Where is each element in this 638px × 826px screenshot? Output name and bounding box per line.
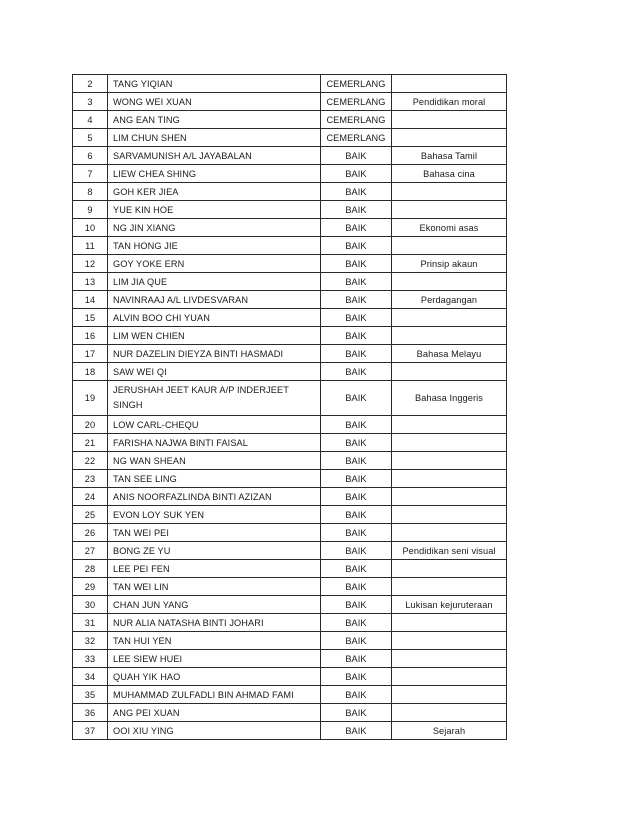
student-name: SARVAMUNISH A/L JAYABALAN	[108, 147, 321, 165]
subject	[392, 273, 507, 291]
grade: BAIK	[321, 327, 392, 345]
subject	[392, 650, 507, 668]
grade: BAIK	[321, 237, 392, 255]
grade: BAIK	[321, 578, 392, 596]
table-row	[73, 686, 507, 704]
student-name: NG WAN SHEAN	[108, 452, 321, 470]
student-name: LEE SIEW HUEI	[108, 650, 321, 668]
subject	[392, 614, 507, 632]
subject	[392, 488, 507, 506]
subject: Prinsip akaun	[392, 255, 507, 273]
student-name: LOW CARL-CHEQU	[108, 416, 321, 434]
row-number: 25	[73, 506, 108, 524]
table-row	[73, 416, 507, 434]
subject	[392, 327, 507, 345]
row-number: 28	[73, 560, 108, 578]
student-name: EVON LOY SUK YEN	[108, 506, 321, 524]
student-name: LEE PEI FEN	[108, 560, 321, 578]
row-number: 17	[73, 345, 108, 363]
row-number: 33	[73, 650, 108, 668]
row-number: 16	[73, 327, 108, 345]
subject	[392, 309, 507, 327]
row-number: 20	[73, 416, 108, 434]
table-row	[73, 381, 507, 416]
grade: CEMERLANG	[321, 75, 392, 93]
table-row	[73, 75, 507, 93]
grade: BAIK	[321, 219, 392, 237]
student-name: QUAH YIK HAO	[108, 668, 321, 686]
student-name: NUR DAZELIN DIEYZA BINTI HASMADI	[108, 345, 321, 363]
grade: BAIK	[321, 452, 392, 470]
row-number: 5	[73, 129, 108, 147]
row-number: 35	[73, 686, 108, 704]
grade: CEMERLANG	[321, 93, 392, 111]
grade: BAIK	[321, 147, 392, 165]
row-number: 18	[73, 363, 108, 381]
subject	[392, 632, 507, 650]
table-row	[73, 93, 507, 111]
grade: CEMERLANG	[321, 111, 392, 129]
row-number: 15	[73, 309, 108, 327]
subject	[392, 75, 507, 93]
table-row	[73, 434, 507, 452]
student-name: ALVIN BOO CHI YUAN	[108, 309, 321, 327]
table-row	[73, 470, 507, 488]
student-name: GOH KER JIEA	[108, 183, 321, 201]
grade: BAIK	[321, 722, 392, 740]
grade: BAIK	[321, 524, 392, 542]
grade: BAIK	[321, 686, 392, 704]
student-name: BONG ZE YU	[108, 542, 321, 560]
table-row	[73, 632, 507, 650]
row-number: 22	[73, 452, 108, 470]
student-name: NAVINRAAJ A/L LIVDESVARAN	[108, 291, 321, 309]
subject	[392, 237, 507, 255]
row-number: 10	[73, 219, 108, 237]
grade: BAIK	[321, 381, 392, 416]
table-row	[73, 219, 507, 237]
row-number: 8	[73, 183, 108, 201]
student-name: NG JIN XIANG	[108, 219, 321, 237]
table-row	[73, 237, 507, 255]
grade: BAIK	[321, 704, 392, 722]
subject: Lukisan kejuruteraan	[392, 596, 507, 614]
subject	[392, 183, 507, 201]
student-name: LIM JIA QUE	[108, 273, 321, 291]
subject: Ekonomi asas	[392, 219, 507, 237]
student-name: GOY YOKE ERN	[108, 255, 321, 273]
table-row	[73, 291, 507, 309]
grade: BAIK	[321, 255, 392, 273]
row-number: 12	[73, 255, 108, 273]
student-name: WONG WEI XUAN	[108, 93, 321, 111]
student-name: MUHAMMAD ZULFADLI BIN AHMAD FAMI	[108, 686, 321, 704]
subject	[392, 452, 507, 470]
table-row	[73, 650, 507, 668]
table-row	[73, 614, 507, 632]
subject	[392, 363, 507, 381]
student-table-body	[73, 75, 507, 740]
grade: BAIK	[321, 650, 392, 668]
row-number: 27	[73, 542, 108, 560]
table-row	[73, 488, 507, 506]
table-row	[73, 578, 507, 596]
grade: BAIK	[321, 434, 392, 452]
grade: BAIK	[321, 632, 392, 650]
row-number: 2	[73, 75, 108, 93]
subject: Bahasa Tamil	[392, 147, 507, 165]
row-number: 32	[73, 632, 108, 650]
subject	[392, 201, 507, 219]
student-name: TAN HUI YEN	[108, 632, 321, 650]
student-table	[72, 74, 507, 740]
table-row	[73, 309, 507, 327]
row-number: 3	[73, 93, 108, 111]
grade: BAIK	[321, 309, 392, 327]
grade: BAIK	[321, 291, 392, 309]
student-name: FARISHA NAJWA BINTI FAISAL	[108, 434, 321, 452]
table-row	[73, 345, 507, 363]
subject	[392, 129, 507, 147]
table-row	[73, 327, 507, 345]
grade: BAIK	[321, 614, 392, 632]
row-number: 6	[73, 147, 108, 165]
grade: BAIK	[321, 470, 392, 488]
table-row	[73, 363, 507, 381]
student-name: ANIS NOORFAZLINDA BINTI AZIZAN	[108, 488, 321, 506]
student-name: OOI XIU YING	[108, 722, 321, 740]
grade: CEMERLANG	[321, 129, 392, 147]
table-row	[73, 201, 507, 219]
subject	[392, 111, 507, 129]
subject	[392, 434, 507, 452]
table-row	[73, 542, 507, 560]
subject	[392, 416, 507, 434]
subject	[392, 704, 507, 722]
student-name: YUE KIN HOE	[108, 201, 321, 219]
table-row	[73, 524, 507, 542]
subject	[392, 524, 507, 542]
row-number: 23	[73, 470, 108, 488]
subject	[392, 470, 507, 488]
table-row	[73, 165, 507, 183]
table-row	[73, 560, 507, 578]
student-name: LIEW CHEA SHING	[108, 165, 321, 183]
subject: Pendidikan seni visual	[392, 542, 507, 560]
table-row	[73, 147, 507, 165]
row-number: 36	[73, 704, 108, 722]
row-number: 21	[73, 434, 108, 452]
row-number: 14	[73, 291, 108, 309]
row-number: 11	[73, 237, 108, 255]
table-row	[73, 506, 507, 524]
grade: BAIK	[321, 506, 392, 524]
row-number: 7	[73, 165, 108, 183]
student-name: LIM CHUN SHEN	[108, 129, 321, 147]
subject	[392, 668, 507, 686]
row-number: 30	[73, 596, 108, 614]
row-number: 9	[73, 201, 108, 219]
subject	[392, 506, 507, 524]
student-name: NUR ALIA NATASHA BINTI JOHARI	[108, 614, 321, 632]
row-number: 34	[73, 668, 108, 686]
table-row	[73, 596, 507, 614]
grade: BAIK	[321, 363, 392, 381]
subject	[392, 560, 507, 578]
grade: BAIK	[321, 560, 392, 578]
subject: Bahasa cina	[392, 165, 507, 183]
student-name: ANG EAN TING	[108, 111, 321, 129]
student-name: TAN WEI PEI	[108, 524, 321, 542]
student-name: JERUSHAH JEET KAUR A/P INDERJEET SINGH	[108, 381, 321, 416]
row-number: 19	[73, 381, 108, 416]
grade: BAIK	[321, 345, 392, 363]
row-number: 31	[73, 614, 108, 632]
student-name: LIM WEN CHIEN	[108, 327, 321, 345]
table-row	[73, 183, 507, 201]
grade: BAIK	[321, 668, 392, 686]
grade: BAIK	[321, 416, 392, 434]
grade: BAIK	[321, 201, 392, 219]
row-number: 37	[73, 722, 108, 740]
row-number: 13	[73, 273, 108, 291]
subject: Bahasa Melayu	[392, 345, 507, 363]
grade: BAIK	[321, 596, 392, 614]
grade: BAIK	[321, 165, 392, 183]
student-name: TAN HONG JIE	[108, 237, 321, 255]
subject: Bahasa Inggeris	[392, 381, 507, 416]
student-name: TAN WEI LIN	[108, 578, 321, 596]
row-number: 26	[73, 524, 108, 542]
table-row	[73, 668, 507, 686]
table-row	[73, 273, 507, 291]
table-row	[73, 129, 507, 147]
table-row	[73, 255, 507, 273]
grade: BAIK	[321, 183, 392, 201]
table-row	[73, 722, 507, 740]
subject: Sejarah	[392, 722, 507, 740]
table-row	[73, 452, 507, 470]
subject	[392, 686, 507, 704]
row-number: 29	[73, 578, 108, 596]
student-name: CHAN JUN YANG	[108, 596, 321, 614]
row-number: 4	[73, 111, 108, 129]
grade: BAIK	[321, 273, 392, 291]
student-name: TAN SEE LING	[108, 470, 321, 488]
row-number: 24	[73, 488, 108, 506]
student-name: ANG PEI XUAN	[108, 704, 321, 722]
grade: BAIK	[321, 488, 392, 506]
grade: BAIK	[321, 542, 392, 560]
subject: Pendidikan moral	[392, 93, 507, 111]
subject: Perdagangan	[392, 291, 507, 309]
student-name: TANG YIQIAN	[108, 75, 321, 93]
table-row	[73, 111, 507, 129]
table-row	[73, 704, 507, 722]
subject	[392, 578, 507, 596]
student-name: SAW WEI QI	[108, 363, 321, 381]
